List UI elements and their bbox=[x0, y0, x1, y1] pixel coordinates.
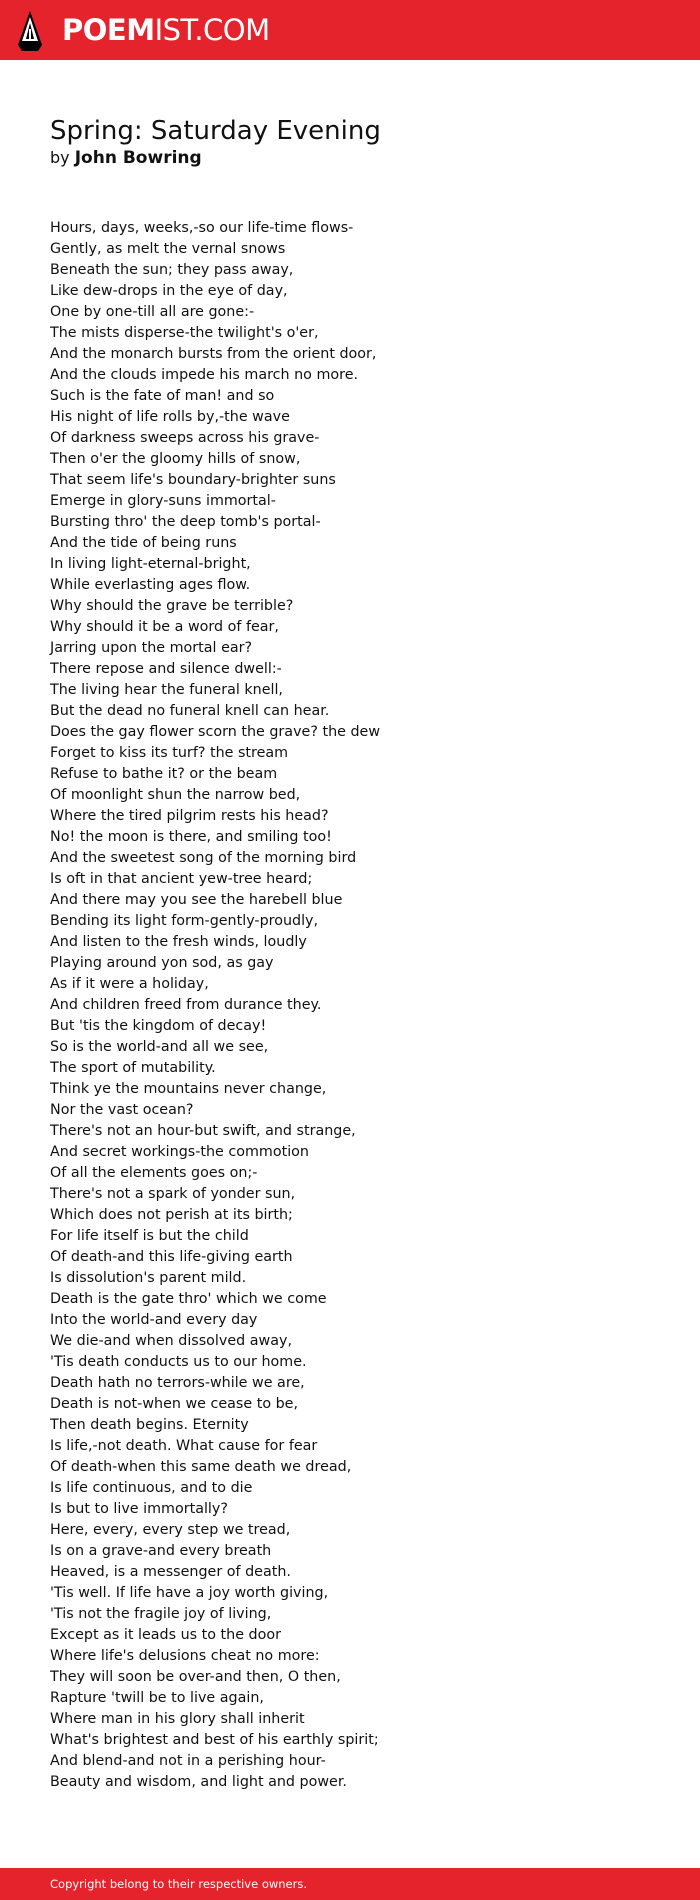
poem-line: Refuse to bathe it? or the beam bbox=[50, 766, 278, 782]
poem-line: In living light-eternal-bright, bbox=[50, 556, 251, 572]
poem-line: There repose and silence dwell:- bbox=[50, 661, 282, 677]
site-logo[interactable] bbox=[62, 12, 270, 48]
byline bbox=[50, 147, 202, 169]
poem-line: And there may you see the harebell blue bbox=[50, 892, 343, 908]
poem-line: Beneath the sun; they pass away, bbox=[50, 262, 294, 278]
poem-line: Rapture 'twill be to live again, bbox=[50, 1690, 264, 1706]
poem-line: Think ye the mountains never change, bbox=[50, 1081, 327, 1097]
poem-line: We die-and when dissolved away, bbox=[50, 1333, 292, 1349]
poem-line: Playing around yon sod, as gay bbox=[50, 955, 274, 971]
poem-line: The sport of mutability. bbox=[50, 1060, 216, 1076]
poem-line: Where the tired pilgrim rests his head? bbox=[50, 808, 329, 824]
poem-line: So is the world-and all we see, bbox=[50, 1039, 269, 1055]
poem-line: Which does not perish at its birth; bbox=[50, 1207, 293, 1223]
poem-line: There's not a spark of yonder sun, bbox=[50, 1186, 296, 1202]
poem-line: Is on a grave-and every breath bbox=[50, 1543, 272, 1559]
poem-line: The mists disperse-the twilight's o'er, bbox=[50, 325, 319, 341]
poem-line: Then death begins. Eternity bbox=[50, 1417, 249, 1433]
poem-line: Hours, days, weeks,-so our life-time flows- bbox=[50, 220, 354, 236]
poem-line: As if it were a holiday, bbox=[50, 976, 209, 992]
poem-line: Bursting thro' the deep tomb's portal- bbox=[50, 514, 321, 530]
site-footer bbox=[0, 1868, 700, 1900]
poem-line: And the sweetest song of the morning bird bbox=[50, 850, 357, 866]
poem-line: Death hath no terrors-while we are, bbox=[50, 1375, 305, 1391]
poem-line: Heaved, is a messenger of death. bbox=[50, 1564, 291, 1580]
poem-line: Is dissolution's parent mild. bbox=[50, 1270, 247, 1286]
logo-light-text: IST.COM bbox=[154, 13, 270, 47]
poem-line: Why should the grave be terrible? bbox=[50, 598, 294, 614]
poem-line: Does the gay flower scorn the grave? the dew bbox=[50, 724, 381, 740]
copyright-text: Copyright belong to their respective owners. bbox=[50, 1877, 308, 1891]
poem-line: 'Tis well. If life have a joy worth giving, bbox=[50, 1585, 329, 1601]
poem-line: Of death-and this life-giving earth bbox=[50, 1249, 293, 1265]
logo-bold-text: POEM bbox=[62, 13, 155, 47]
poem-line: Into the world-and every day bbox=[50, 1312, 258, 1328]
poem-line: Here, every, every step we tread, bbox=[50, 1522, 291, 1538]
poem-body bbox=[50, 218, 670, 1793]
poem-line: No! the moon is there, and smiling too! bbox=[50, 829, 332, 845]
poem-line: But 'tis the kingdom of decay! bbox=[50, 1018, 267, 1034]
poem-line: Like dew-drops in the eye of day, bbox=[50, 283, 288, 299]
poem-line: Is oft in that ancient yew-tree heard; bbox=[50, 871, 313, 887]
author-name: John Bowring bbox=[74, 148, 202, 168]
poem-line: Is life continuous, and to die bbox=[50, 1480, 253, 1496]
poem-line: His night of life rolls by,-the wave bbox=[50, 409, 290, 425]
poem-line: And listen to the fresh winds, loudly bbox=[50, 934, 307, 950]
poem-line: There's not an hour-but swift, and strange, bbox=[50, 1123, 356, 1139]
poem-line: And the monarch bursts from the orient door, bbox=[50, 346, 377, 362]
poem-line: Is but to live immortally? bbox=[50, 1501, 228, 1517]
poem-line: And secret workings-the commotion bbox=[50, 1144, 309, 1160]
poem-title: Spring: Saturday Evening bbox=[50, 116, 381, 146]
poem-line: Death is not-when we cease to be, bbox=[50, 1396, 299, 1412]
poem-line: Of all the elements goes on;- bbox=[50, 1165, 258, 1181]
poem-line: The living hear the funeral knell, bbox=[50, 682, 283, 698]
poem-line: And the tide of being runs bbox=[50, 535, 237, 551]
poem-line: Then o'er the gloomy hills of snow, bbox=[50, 451, 301, 467]
poem-line: While everlasting ages flow. bbox=[50, 577, 251, 593]
poem-line: That seem life's boundary-brighter suns bbox=[50, 472, 336, 488]
poem-line: For life itself is but the child bbox=[50, 1228, 249, 1244]
site-header bbox=[0, 0, 700, 60]
poem-line: Except as it leads us to the door bbox=[50, 1627, 282, 1643]
poem-line: Where man in his glory shall inherit bbox=[50, 1711, 305, 1727]
poem-line: Of moonlight shun the narrow bed, bbox=[50, 787, 301, 803]
poem-line: Beauty and wisdom, and light and power. bbox=[50, 1774, 347, 1790]
poem-line: Emerge in glory-suns immortal- bbox=[50, 493, 276, 509]
poem-line: Of darkness sweeps across his grave- bbox=[50, 430, 320, 446]
poem-line: Why should it be a word of fear, bbox=[50, 619, 279, 635]
pen-nib-icon[interactable] bbox=[18, 11, 42, 51]
poem-line: Jarring upon the mortal ear? bbox=[50, 640, 253, 656]
poem-line: What's brightest and best of his earthly spirit; bbox=[50, 1732, 379, 1748]
poem-line: Bending its light form-gently-proudly, bbox=[50, 913, 319, 929]
poem-line: Of death-when this same death we dread, bbox=[50, 1459, 352, 1475]
poem-line: Where life's delusions cheat no more: bbox=[50, 1648, 320, 1664]
poem-line: And children freed from durance they. bbox=[50, 997, 322, 1013]
poem-line: Nor the vast ocean? bbox=[50, 1102, 194, 1118]
poem-line: Gently, as melt the vernal snows bbox=[50, 241, 286, 257]
poem-line: One by one-till all are gone:- bbox=[50, 304, 255, 320]
poem-line: Is life,-not death. What cause for fear bbox=[50, 1438, 318, 1454]
poem-line: 'Tis death conducts us to our home. bbox=[50, 1354, 307, 1370]
poem-line: They will soon be over-and then, O then, bbox=[50, 1669, 341, 1685]
by-label: by bbox=[50, 148, 70, 167]
poem-line: Such is the fate of man! and so bbox=[50, 388, 275, 404]
poem-line: Death is the gate thro' which we come bbox=[50, 1291, 327, 1307]
poem-line: Forget to kiss its turf? the stream bbox=[50, 745, 289, 761]
poem-line: But the dead no funeral knell can hear. bbox=[50, 703, 330, 719]
poem-line: And blend-and not in a perishing hour- bbox=[50, 1753, 326, 1769]
poem-line: 'Tis not the fragile joy of living, bbox=[50, 1606, 272, 1622]
poem-line: And the clouds impede his march no more. bbox=[50, 367, 359, 383]
